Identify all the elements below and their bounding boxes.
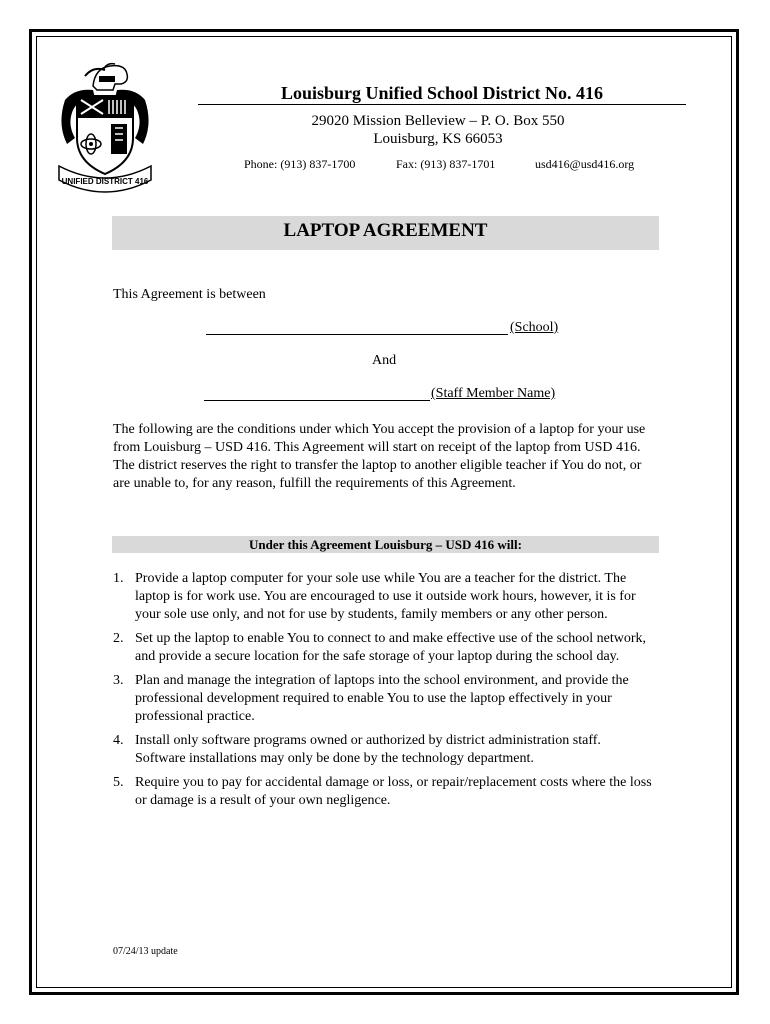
list-item-number: 5. — [113, 775, 124, 790]
obligations-list — [113, 570, 653, 816]
list-item-text: Require you to pay for accidental damage or loss, or repair/replacement costs where the loss or damage is a result of your own negligence. — [135, 775, 652, 808]
list-item-text: Plan and manage the integration of laptops into the school environment, and provide the professional development required to enable You to use the laptop effectively in your professional practice. — [135, 673, 629, 724]
list-item-number: 4. — [113, 733, 124, 748]
section-heading-bar — [112, 536, 659, 553]
address-line-2: Louisburg, KS 66053 — [373, 131, 503, 147]
email-address: usd416@usd416.org — [535, 157, 635, 171]
staff-blank-line[interactable] — [204, 384, 430, 401]
district-crest-logo — [55, 58, 155, 196]
header-rule — [198, 104, 686, 105]
district-name: Louisburg Unified School District No. 416 — [280, 83, 604, 103]
phone-number: Phone: (913) 837-1700 — [244, 157, 356, 171]
list-item-number: 1. — [113, 571, 124, 586]
address-line-1: 29020 Mission Belleview – P. O. Box 550 — [311, 113, 565, 129]
intro-text: This Agreement is between — [113, 287, 266, 302]
list-item-text: Install only software programs owned or authorized by district administration staff. Software installations may only be done by the technology department. — [135, 733, 601, 766]
list-item-text: Set up the laptop to enable You to connect to and make effective use of the school network, and provide a secure location for the safe storage of your laptop during the school day. — [135, 631, 646, 664]
crest-banner-text: UNIFIED DISTRICT 416 — [61, 177, 149, 186]
list-item — [113, 630, 653, 666]
list-item — [113, 732, 653, 768]
footer-update-date: 07/24/13 update — [113, 946, 178, 957]
and-label: And — [372, 353, 397, 368]
title-bar — [112, 216, 659, 250]
list-item-text: Provide a laptop computer for your sole use while You are a teacher for the district. The laptop is for work use. You are encouraged to use it outside work hours, however, it is for your sole use only, and not for use by students, family members or any other person. — [135, 571, 636, 622]
school-blank-line[interactable] — [206, 318, 508, 335]
fax-number: Fax: (913) 837-1701 — [396, 157, 496, 171]
school-label: (School) — [510, 320, 559, 335]
conditions-paragraph: The following are the conditions under which You accept the provision of a laptop for your use from Louisburg – USD 416. This Agreement will start on receipt of the laptop from USD 416. The district reserves the right to transfer the laptop to another eligible teacher if You do not, or are unable to, for any reason, fulfill the requirements of this Agreement. — [113, 422, 646, 491]
section-heading: Under this Agreement Louisburg – USD 416 will: — [249, 537, 522, 552]
list-item — [113, 672, 653, 726]
staff-member-label: (Staff Member Name) — [431, 386, 556, 401]
list-item — [113, 774, 653, 810]
list-item-number: 2. — [113, 631, 124, 646]
list-item-number: 3. — [113, 673, 124, 688]
list-item — [113, 570, 653, 624]
document-title: LAPTOP AGREEMENT — [283, 220, 488, 241]
